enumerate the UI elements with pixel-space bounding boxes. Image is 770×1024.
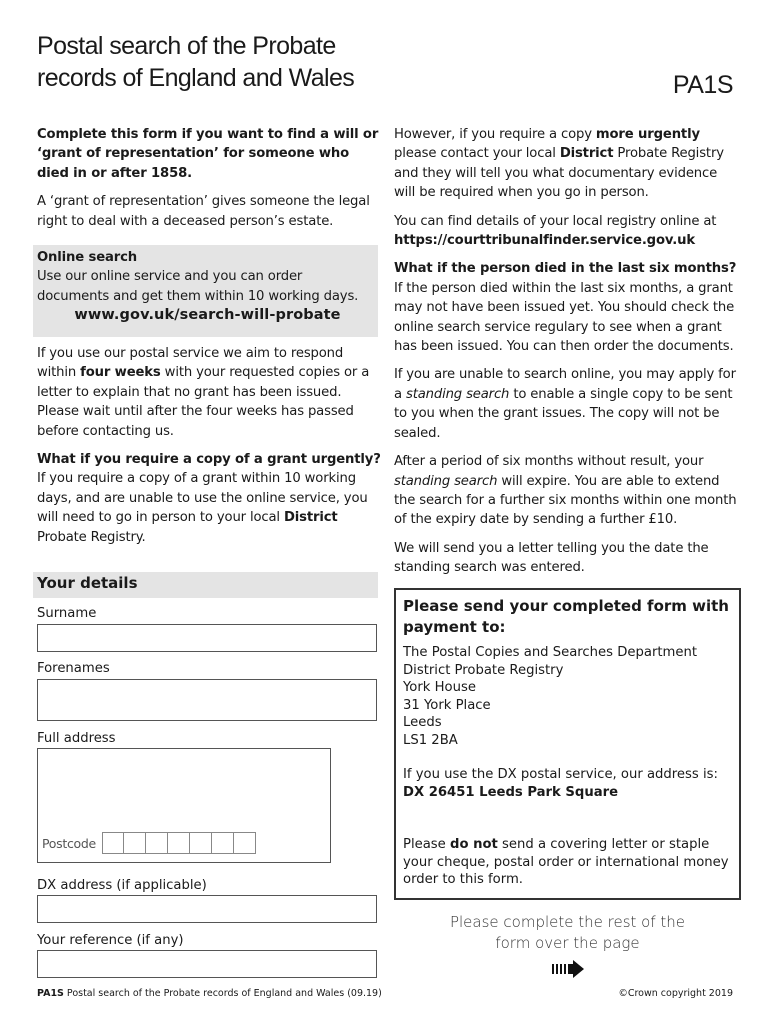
urgently-text: However, if you require a copy more urgently please contact your local District Probate Registry and they will tell you what documentary evidence will be required when you go in person. [394,127,724,201]
title-line-2: records of England and Wales [37,64,355,92]
postcode-boxes [102,832,256,854]
online-search-heading: Online search [37,250,138,265]
address-line: District Probate Registry [403,662,564,678]
dx-intro: If you use the DX postal service, our address is: [403,767,718,782]
address-line: LS1 2BA [403,732,458,748]
address-line: The Postal Copies and Searches Department [403,645,698,660]
title-line-1: Postal search of the Probate [37,32,336,60]
arrow-right-icon [394,960,741,978]
reference-field[interactable] [37,950,377,978]
do-not-staple-warning: Please do not send a covering letter or staple your cheque, postal order or international money order to this form. [403,837,729,887]
six-months-heading: What if the person died in the last six months? [394,261,737,277]
send-to-heading: Please send your completed form with payment to: [403,597,729,636]
six-months-text: If the person died within the last six months, a grant may not have been issued yet. You should check the online search service regulary to see when a grant has been issued. You can then order the documents. [394,280,735,355]
dx-address-label: DX address (if applicable) [37,878,207,893]
postcode-char-box[interactable] [168,832,190,854]
online-search-text: Use our online service and you can order documents and get them within 10 working days. [37,269,359,304]
online-search-box [33,245,378,337]
intro-section [37,125,382,231]
letter-text: We will send you a letter telling you the date the standing search was entered. [394,540,709,576]
postcode-char-box[interactable] [146,832,168,854]
forenames-field[interactable] [37,679,377,721]
address-line: York House [403,680,476,695]
postal-address [403,644,732,749]
online-search-link[interactable]: www.gov.uk/search-will-probate [74,307,341,324]
address-line: 31 York Place [403,697,491,713]
intro-text: Complete this form if you want to find a will or ‘grant of representation’ for someone who died in or after 1858. [37,127,379,181]
postcode-char-box[interactable] [124,832,146,854]
postcode-label: Postcode [42,835,96,851]
surname-label: Surname [37,606,97,621]
dx-address-field[interactable] [37,895,377,923]
expiry-text: After a period of six months without result, your standing search will expire. You are able to extend the search for a further six months within one month of the expiry date by sending a further £10. [394,454,737,528]
postal-service-section [37,344,382,547]
your-details-heading: Your details [33,572,378,598]
copyright: ©Crown copyright 2019 [618,988,733,999]
registry-link[interactable]: https://courttribunalfinder.service.gov.uk [394,233,695,249]
page-title [37,30,457,94]
over-page-note [394,912,741,978]
reference-label: Your reference (if any) [37,933,184,948]
footer-form-info: PA1S Postal search of the Probate records of England and Wales (09.19) [37,988,382,999]
urgent-heading: What if you require a copy of a grant urgently? [37,452,381,468]
form-code: PA1S [672,71,733,99]
postcode-row [42,832,256,854]
right-info-section [394,125,739,578]
postcode-char-box[interactable] [212,832,234,854]
dx-address: DX 26451 Leeds Park Square [403,784,619,800]
grant-definition: A ‘grant of representation’ gives someone the legal right to deal with a deceased person’s estate. [37,194,370,229]
over-page-line-2: form over the page [495,934,640,952]
send-to-box [394,588,741,900]
postcode-char-box[interactable] [190,832,212,854]
full-address-field[interactable] [37,748,331,863]
forenames-label: Forenames [37,661,110,676]
urgent-text: If you require a copy of a grant within 10 working days, and are unable to use the online service, you will need to go in person to your local District Probate Registry. [37,471,368,545]
surname-field[interactable] [37,624,377,652]
over-page-line-1: Please complete the rest of the [449,913,686,931]
postcode-char-box[interactable] [102,832,124,854]
postcode-char-box[interactable] [234,832,256,854]
address-line: Leeds [403,715,442,730]
full-address-label: Full address [37,731,116,746]
postal-service-text: If you use our postal service we aim to respond within four weeks with your requested copies or a letter to explain that no grant has been issued. Please wait until after the four weeks has passed before contacting us. [37,346,370,439]
standing-search-text: If you are unable to search online, you may apply for a standing search to enable a single copy to be sent to you when the grant issues. The copy will not be sealed. [394,367,736,441]
registry-text: You can find details of your local registry online at [394,213,717,229]
